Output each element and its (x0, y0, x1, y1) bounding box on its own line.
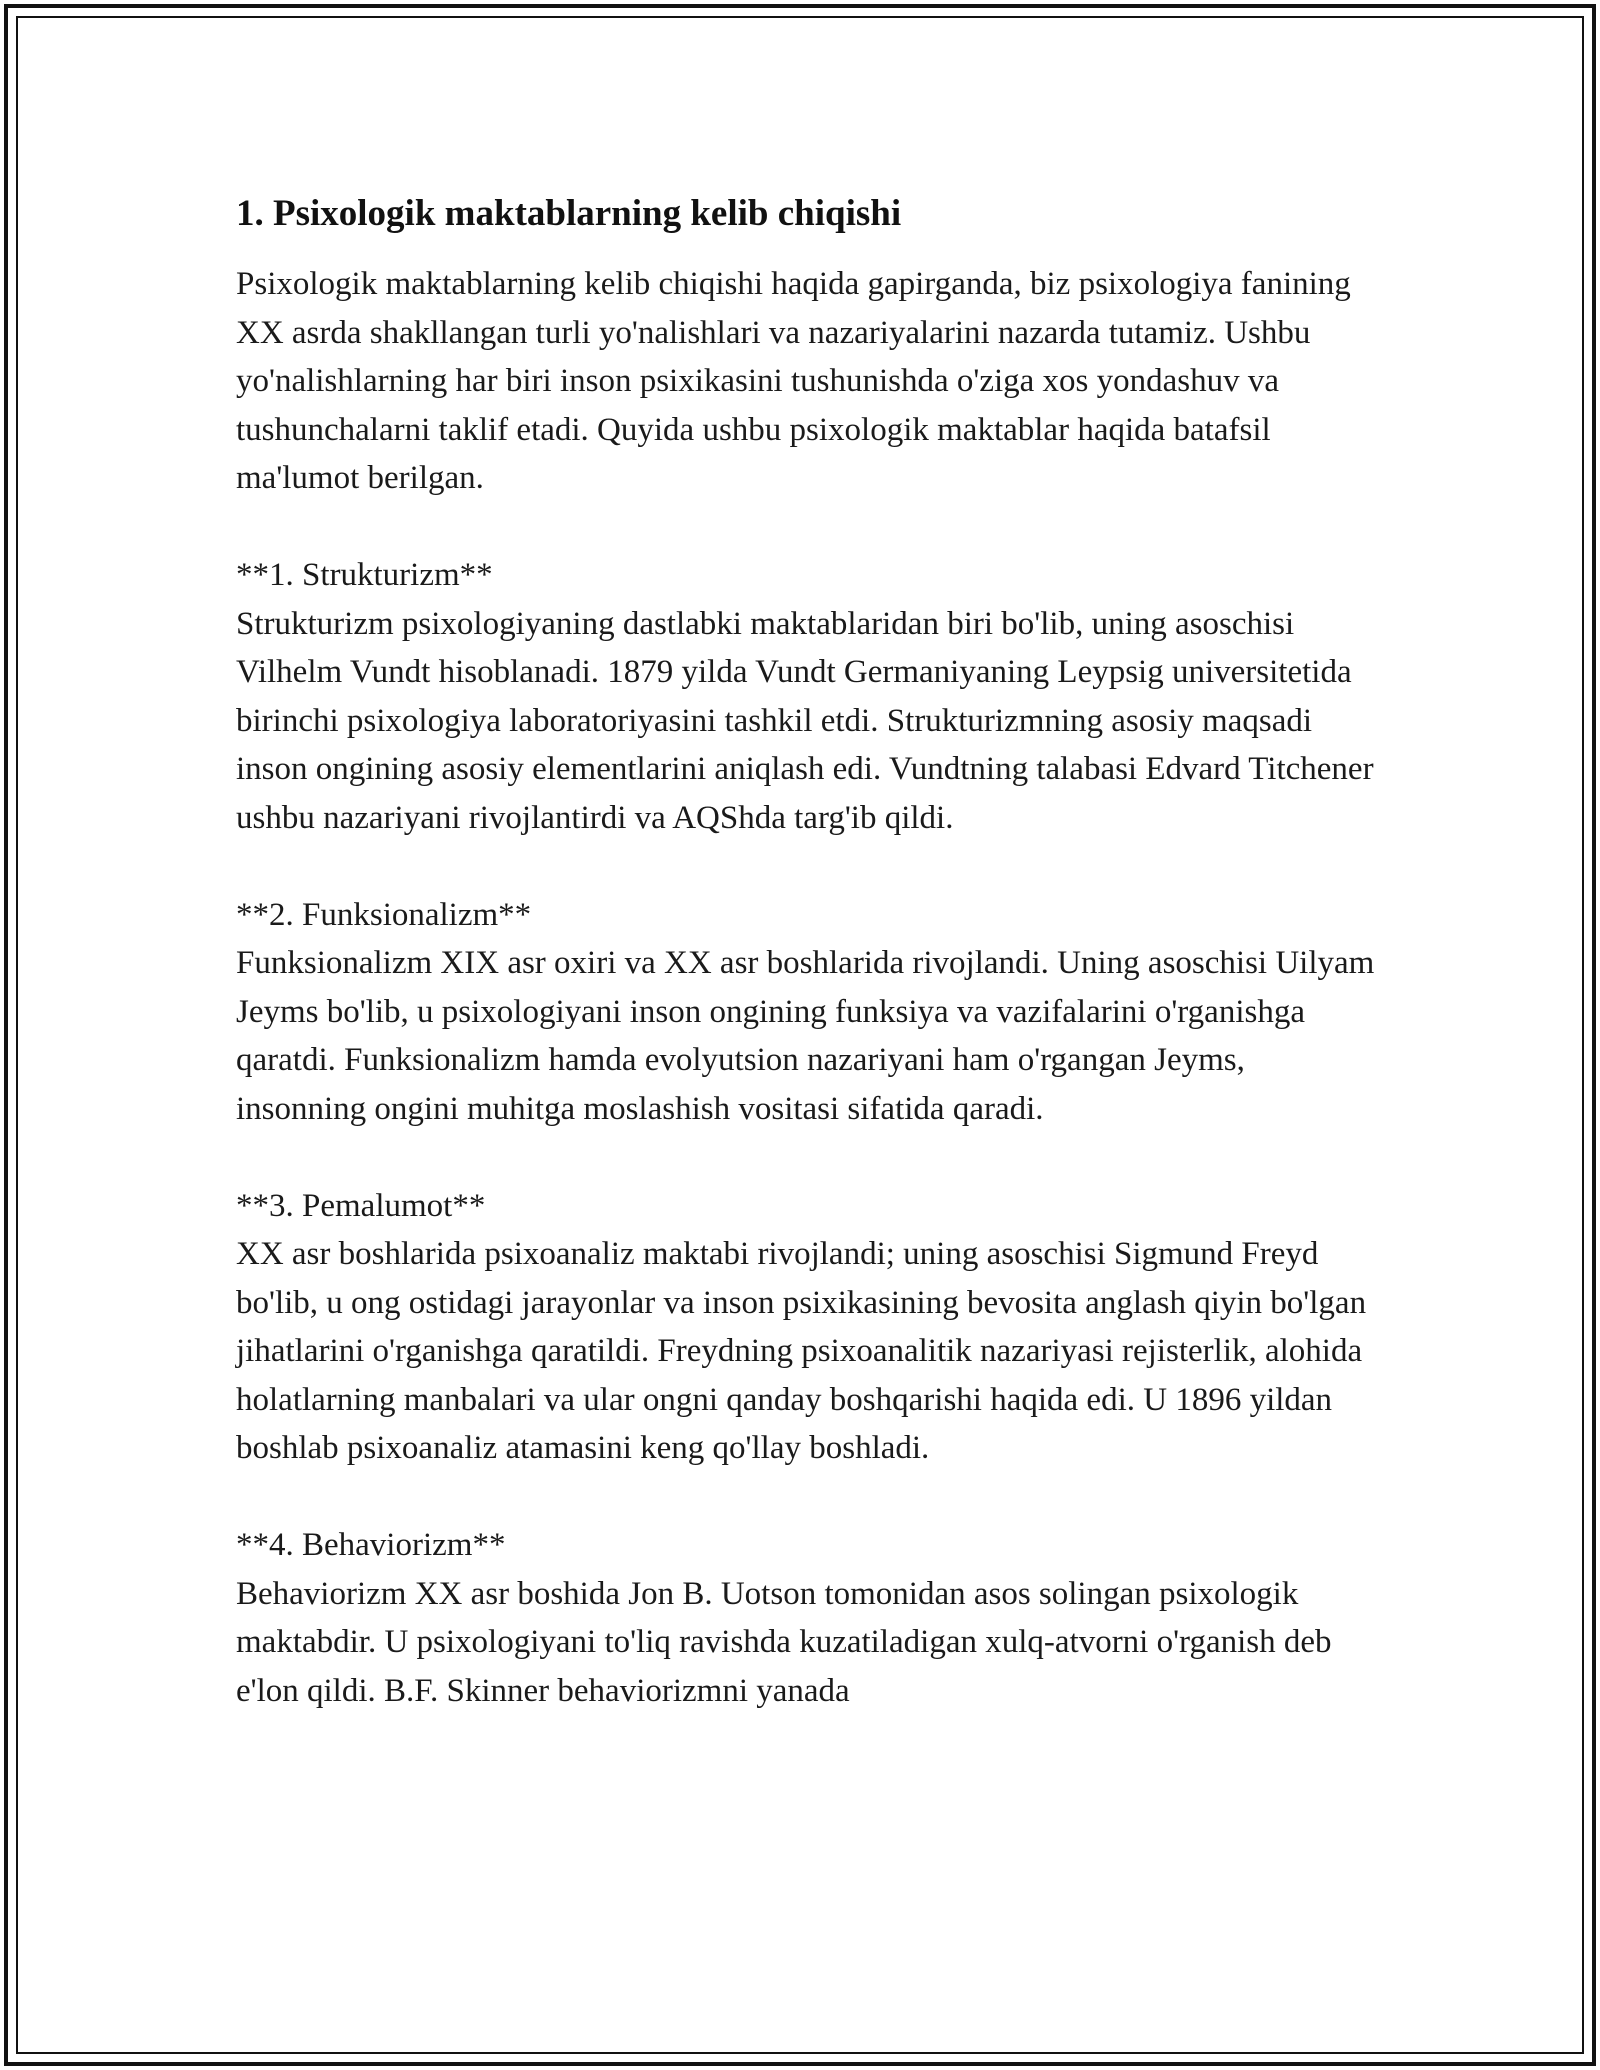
document-page (236, 186, 1376, 1715)
document-title: 1. Psixologik maktablarning kelib chiqishi (236, 193, 902, 234)
section-body: Behaviorizm XX asr boshida Jon B. Uotson tomonidan asos solingan psixologik maktabdir. U psixologiyani to'liq ravishda kuzatiladigan xulq-atvorni o'rganish deb e'lon qildi. B.F. Skinner behaviorizmni yanada (236, 1575, 1332, 1709)
intro-paragraph: Psixologik maktablarning kelib chiqishi haqida gapirganda, biz psixologiya fanining XX asrda shakllangan turli yo'nalishlari va nazariyalarini nazarda tutamiz. Ushbu yo'nalishlarning har biri inson psixikasini tushunishda o'ziga xos yondashuv va tushunchalarni taklif etadi. Quyida ushbu psixologik maktablar haqida batafsil ma'lumot berilgan. (236, 266, 1351, 496)
section-behaviorizm (236, 1521, 1376, 1715)
section-body: Funksionalizm XIX asr oxiri va XX asr boshlarida rivojlandi. Uning asoschisi Uilyam Jeyms bo'lib, u psixologiyani inson ongining funksiya va vazifalarini o'rganishga qaratdi. Funksionalizm hamda evolyutsion nazariyani ham o'rgangan Jeyms, insonning ongini muhitga moslashish vositasi sifatida qaradi. (236, 945, 1375, 1127)
section-body: XX asr boshlarida psixoanaliz maktabi rivojlandi; uning asoschisi Sigmund Freyd bo'lib, u ong ostidagi jarayonlar va inson psixikasining bevosita anglash qiyin bo'lgan jihatlarini o'rganishga qaratildi. Freydning psixoanalitik nazariyasi rejisterlik, alohida holatlarning manbalari va ular ongni qanday boshqarishi haqida edi. U 1896 yildan boshlab psixoanaliz atamasini keng qo'llay boshladi. (236, 1236, 1367, 1466)
section-heading: **2. Funksionalizm** (236, 896, 532, 933)
section-pemalumot (236, 1182, 1376, 1473)
section-heading: **4. Behaviorizm** (236, 1527, 506, 1563)
section-body: Strukturizm psixologiyaning dastlabki maktablaridan biri bo'lib, uning asoschisi Vilhelm Vundt hisoblanadi. 1879 yilda Vundt Germaniyaning Leypsig universitetida birinchi psixologiya laboratoriyasini tashkil etdi. Strukturizmning asosiy maqsadi inson ongining asosiy elementlarini aniqlash edi. Vundtning talabasi Edvard Titchener ushbu nazariyani rivojlantirdi va AQShda targ'ib qildi. (236, 605, 1374, 836)
section-strukturizm (236, 551, 1376, 842)
section-funksionalizm (236, 891, 1376, 1134)
section-heading: **3. Pemalumot** (236, 1187, 486, 1224)
section-heading: **1. Strukturizm** (236, 557, 493, 593)
